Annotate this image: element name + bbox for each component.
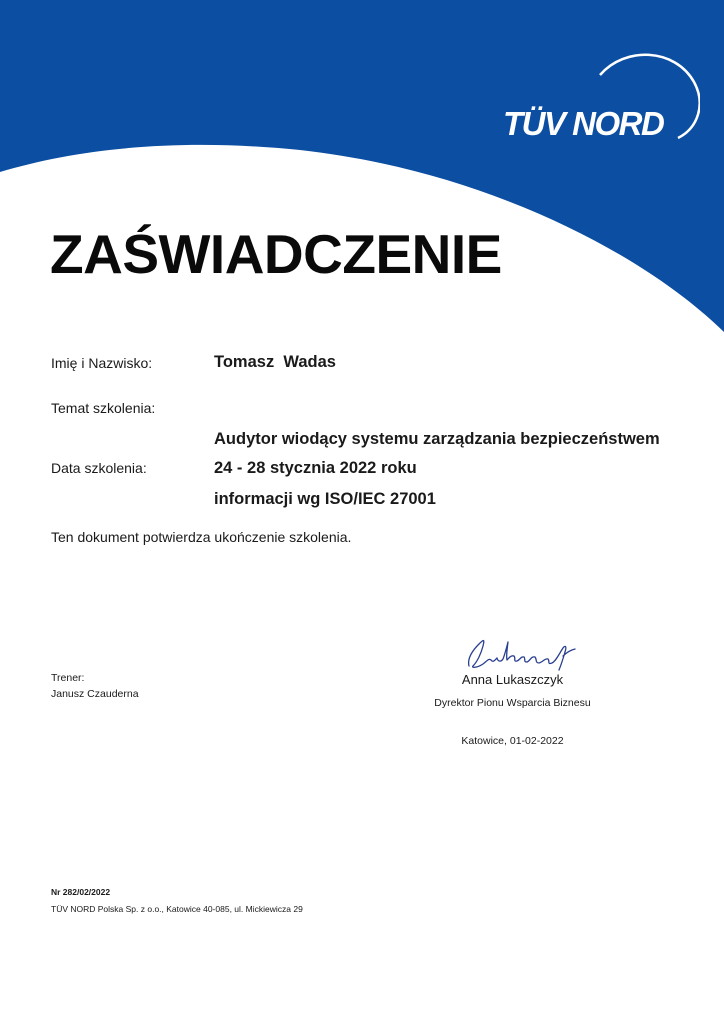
tuv-nord-logo	[500, 48, 700, 148]
certificate-number: Nr 282/02/2022	[51, 887, 111, 897]
topic-value-line-2: informacji wg ISO/IEC 27001	[214, 490, 436, 508]
topic-label: Temat szkolenia:	[51, 400, 156, 416]
name-value: Tomasz Wadas	[214, 353, 336, 371]
handwritten-signature	[463, 632, 583, 676]
company-address: TÜV NORD Polska Sp. z o.o., Katowice 40-085, ul. Mickiewicza 29	[51, 904, 303, 914]
logo-text: TÜV NORD	[503, 105, 664, 142]
place-date: Katowice, 01-02-2022	[461, 735, 564, 747]
trainer-name: Janusz Czauderna	[51, 688, 139, 700]
trainer-label: Trener:	[51, 672, 85, 684]
signatory-name: Anna Lukaszczyk	[461, 672, 564, 687]
document-title: ZAŚWIADCZENIE	[50, 223, 502, 285]
date-value: 24 - 28 stycznia 2022 roku	[214, 459, 417, 477]
completion-statement: Ten dokument potwierdza ukończenie szkolenia.	[51, 529, 352, 545]
name-label: Imię i Nazwisko:	[51, 355, 153, 371]
signatory-title: Dyrektor Pionu Wsparcia Biznesu	[434, 697, 591, 709]
topic-value-line-1: Audytor wiodący systemu zarządzania bezpieczeństwem	[214, 430, 660, 448]
date-label: Data szkolenia:	[51, 460, 147, 476]
